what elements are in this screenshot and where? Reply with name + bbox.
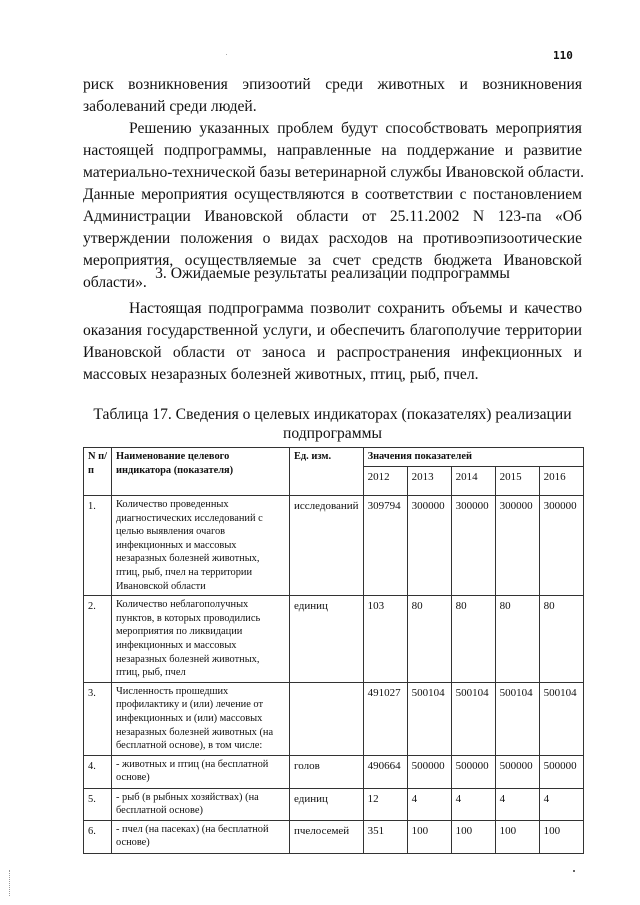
scan-speck bbox=[226, 54, 227, 55]
row-value: 491027 bbox=[363, 682, 407, 755]
table-row bbox=[84, 496, 584, 596]
page-number: 110 bbox=[553, 49, 573, 62]
indicators-table bbox=[83, 447, 584, 854]
table-header-row bbox=[84, 448, 584, 467]
text-line: Решению указанных проблем будут способствовать мероприятия bbox=[129, 120, 582, 137]
row-name: Количество неблагополучных пунктов, в которых проводились мероприятия по ликвидации инфекционных и массовых незаразных болезней животных, птиц, рыб, пчел bbox=[112, 596, 290, 683]
row-value: 300000 bbox=[539, 496, 583, 596]
row-num: 6. bbox=[84, 820, 112, 853]
table-row bbox=[84, 682, 584, 755]
table-caption-line: Таблица 17. Сведения о целевых индикаторах (показателях) реализации bbox=[93, 406, 572, 423]
row-value: 103 bbox=[363, 596, 407, 683]
row-value: 500000 bbox=[539, 755, 583, 788]
row-value: 100 bbox=[495, 820, 539, 853]
text-line: риск возникновения эпизоотий среди животных и возникновения bbox=[83, 76, 582, 93]
row-value: 500000 bbox=[451, 755, 495, 788]
row-value: 4 bbox=[539, 788, 583, 820]
row-value: 100 bbox=[539, 820, 583, 853]
paragraph-continuation bbox=[83, 74, 582, 118]
header-name: Наименование целевого индикатора (показателя) bbox=[112, 448, 290, 496]
scan-speck bbox=[573, 870, 575, 872]
row-num: 5. bbox=[84, 788, 112, 820]
row-unit: единиц bbox=[290, 788, 364, 820]
table-row bbox=[84, 820, 584, 853]
paragraph-expected-results bbox=[83, 298, 582, 386]
row-value: 80 bbox=[407, 596, 451, 683]
row-unit: исследований bbox=[290, 496, 364, 596]
row-unit bbox=[290, 682, 364, 755]
section-heading: 3. Ожидаемые результаты реализации подпрограммы bbox=[155, 265, 510, 282]
row-name: - пчел (на пасеках) (на бесплатной основе) bbox=[112, 820, 290, 853]
table-caption-line: подпрограммы bbox=[283, 425, 382, 442]
row-name: Количество проведенных диагностических исследований с целью выявления очагов инфекционных и массовых незаразных болезней животных, птиц, рыб, пчел на территории Ивановской области bbox=[112, 496, 290, 596]
row-value: 4 bbox=[495, 788, 539, 820]
row-value: 12 bbox=[363, 788, 407, 820]
row-num: 4. bbox=[84, 755, 112, 788]
text-line: мероприятия, осуществляемые за счет средств бюджета Ивановской bbox=[83, 252, 582, 269]
row-num: 2. bbox=[84, 596, 112, 683]
row-value: 300000 bbox=[451, 496, 495, 596]
header-year: 2012 bbox=[363, 467, 407, 496]
row-value: 4 bbox=[451, 788, 495, 820]
row-value: 351 bbox=[363, 820, 407, 853]
row-value: 500104 bbox=[451, 682, 495, 755]
text-line: заболеваний среди людей. bbox=[83, 98, 257, 115]
table-row bbox=[84, 755, 584, 788]
header-unit: Ед. изм. bbox=[290, 448, 364, 496]
text-line: массовых незаразных болезней животных, птиц, рыб, пчел. bbox=[83, 366, 479, 383]
row-name: - животных и птиц (на бесплатной основе) bbox=[112, 755, 290, 788]
row-unit: голов bbox=[290, 755, 364, 788]
text-line: Настоящая подпрограмма позволит сохранить объемы и качество bbox=[129, 300, 582, 317]
row-value: 300000 bbox=[407, 496, 451, 596]
text-line: утверждении положения о видах расходов на противоэпизоотические bbox=[83, 230, 582, 247]
row-value: 4 bbox=[407, 788, 451, 820]
header-year: 2016 bbox=[539, 467, 583, 496]
header-num: N п/п bbox=[84, 448, 112, 496]
row-num: 3. bbox=[84, 682, 112, 755]
row-unit: пчелосемей bbox=[290, 820, 364, 853]
table-caption bbox=[83, 405, 582, 443]
row-value: 500000 bbox=[407, 755, 451, 788]
row-value: 500104 bbox=[539, 682, 583, 755]
row-value: 80 bbox=[451, 596, 495, 683]
text-line: материально-технической базы ветеринарной службы Ивановской области. bbox=[83, 164, 584, 181]
row-value: 500000 bbox=[495, 755, 539, 788]
header-year: 2015 bbox=[495, 467, 539, 496]
text-line: настоящей подпрограммы, направленные на поддержание и развитие bbox=[83, 142, 582, 159]
text-line: Данные мероприятия осуществляются в соответствии с постановлением bbox=[83, 186, 582, 203]
row-name: Численность прошедших профилактику и (или) лечение от инфекционных и (или) массовых незаразных болезней животных (на бесплатной основе), в том числе: bbox=[112, 682, 290, 755]
text-line: Ивановской области от заноса и распространения инфекционных и bbox=[83, 344, 582, 361]
row-name: - рыб (в рыбных хозяйствах) (на бесплатной основе) bbox=[112, 788, 290, 820]
header-year: 2013 bbox=[407, 467, 451, 496]
row-value: 309794 bbox=[363, 496, 407, 596]
text-line: оказания государственной услуги, и обеспечить благополучие территории bbox=[83, 322, 582, 339]
header-year: 2014 bbox=[451, 467, 495, 496]
row-value: 300000 bbox=[495, 496, 539, 596]
text-line: области». bbox=[83, 274, 147, 291]
header-values-group: Значения показателей bbox=[363, 448, 583, 467]
table-row bbox=[84, 596, 584, 683]
row-value: 100 bbox=[407, 820, 451, 853]
row-unit: единиц bbox=[290, 596, 364, 683]
row-value: 80 bbox=[539, 596, 583, 683]
row-value: 100 bbox=[451, 820, 495, 853]
row-value: 500104 bbox=[495, 682, 539, 755]
row-value: 80 bbox=[495, 596, 539, 683]
text-line: Администрации Ивановской области от 25.11.2002 N 123-па «Об bbox=[83, 208, 582, 225]
row-num: 1. bbox=[84, 496, 112, 596]
row-value: 490664 bbox=[363, 755, 407, 788]
scan-margin-mark bbox=[9, 870, 11, 896]
row-value: 500104 bbox=[407, 682, 451, 755]
table-row bbox=[84, 788, 584, 820]
